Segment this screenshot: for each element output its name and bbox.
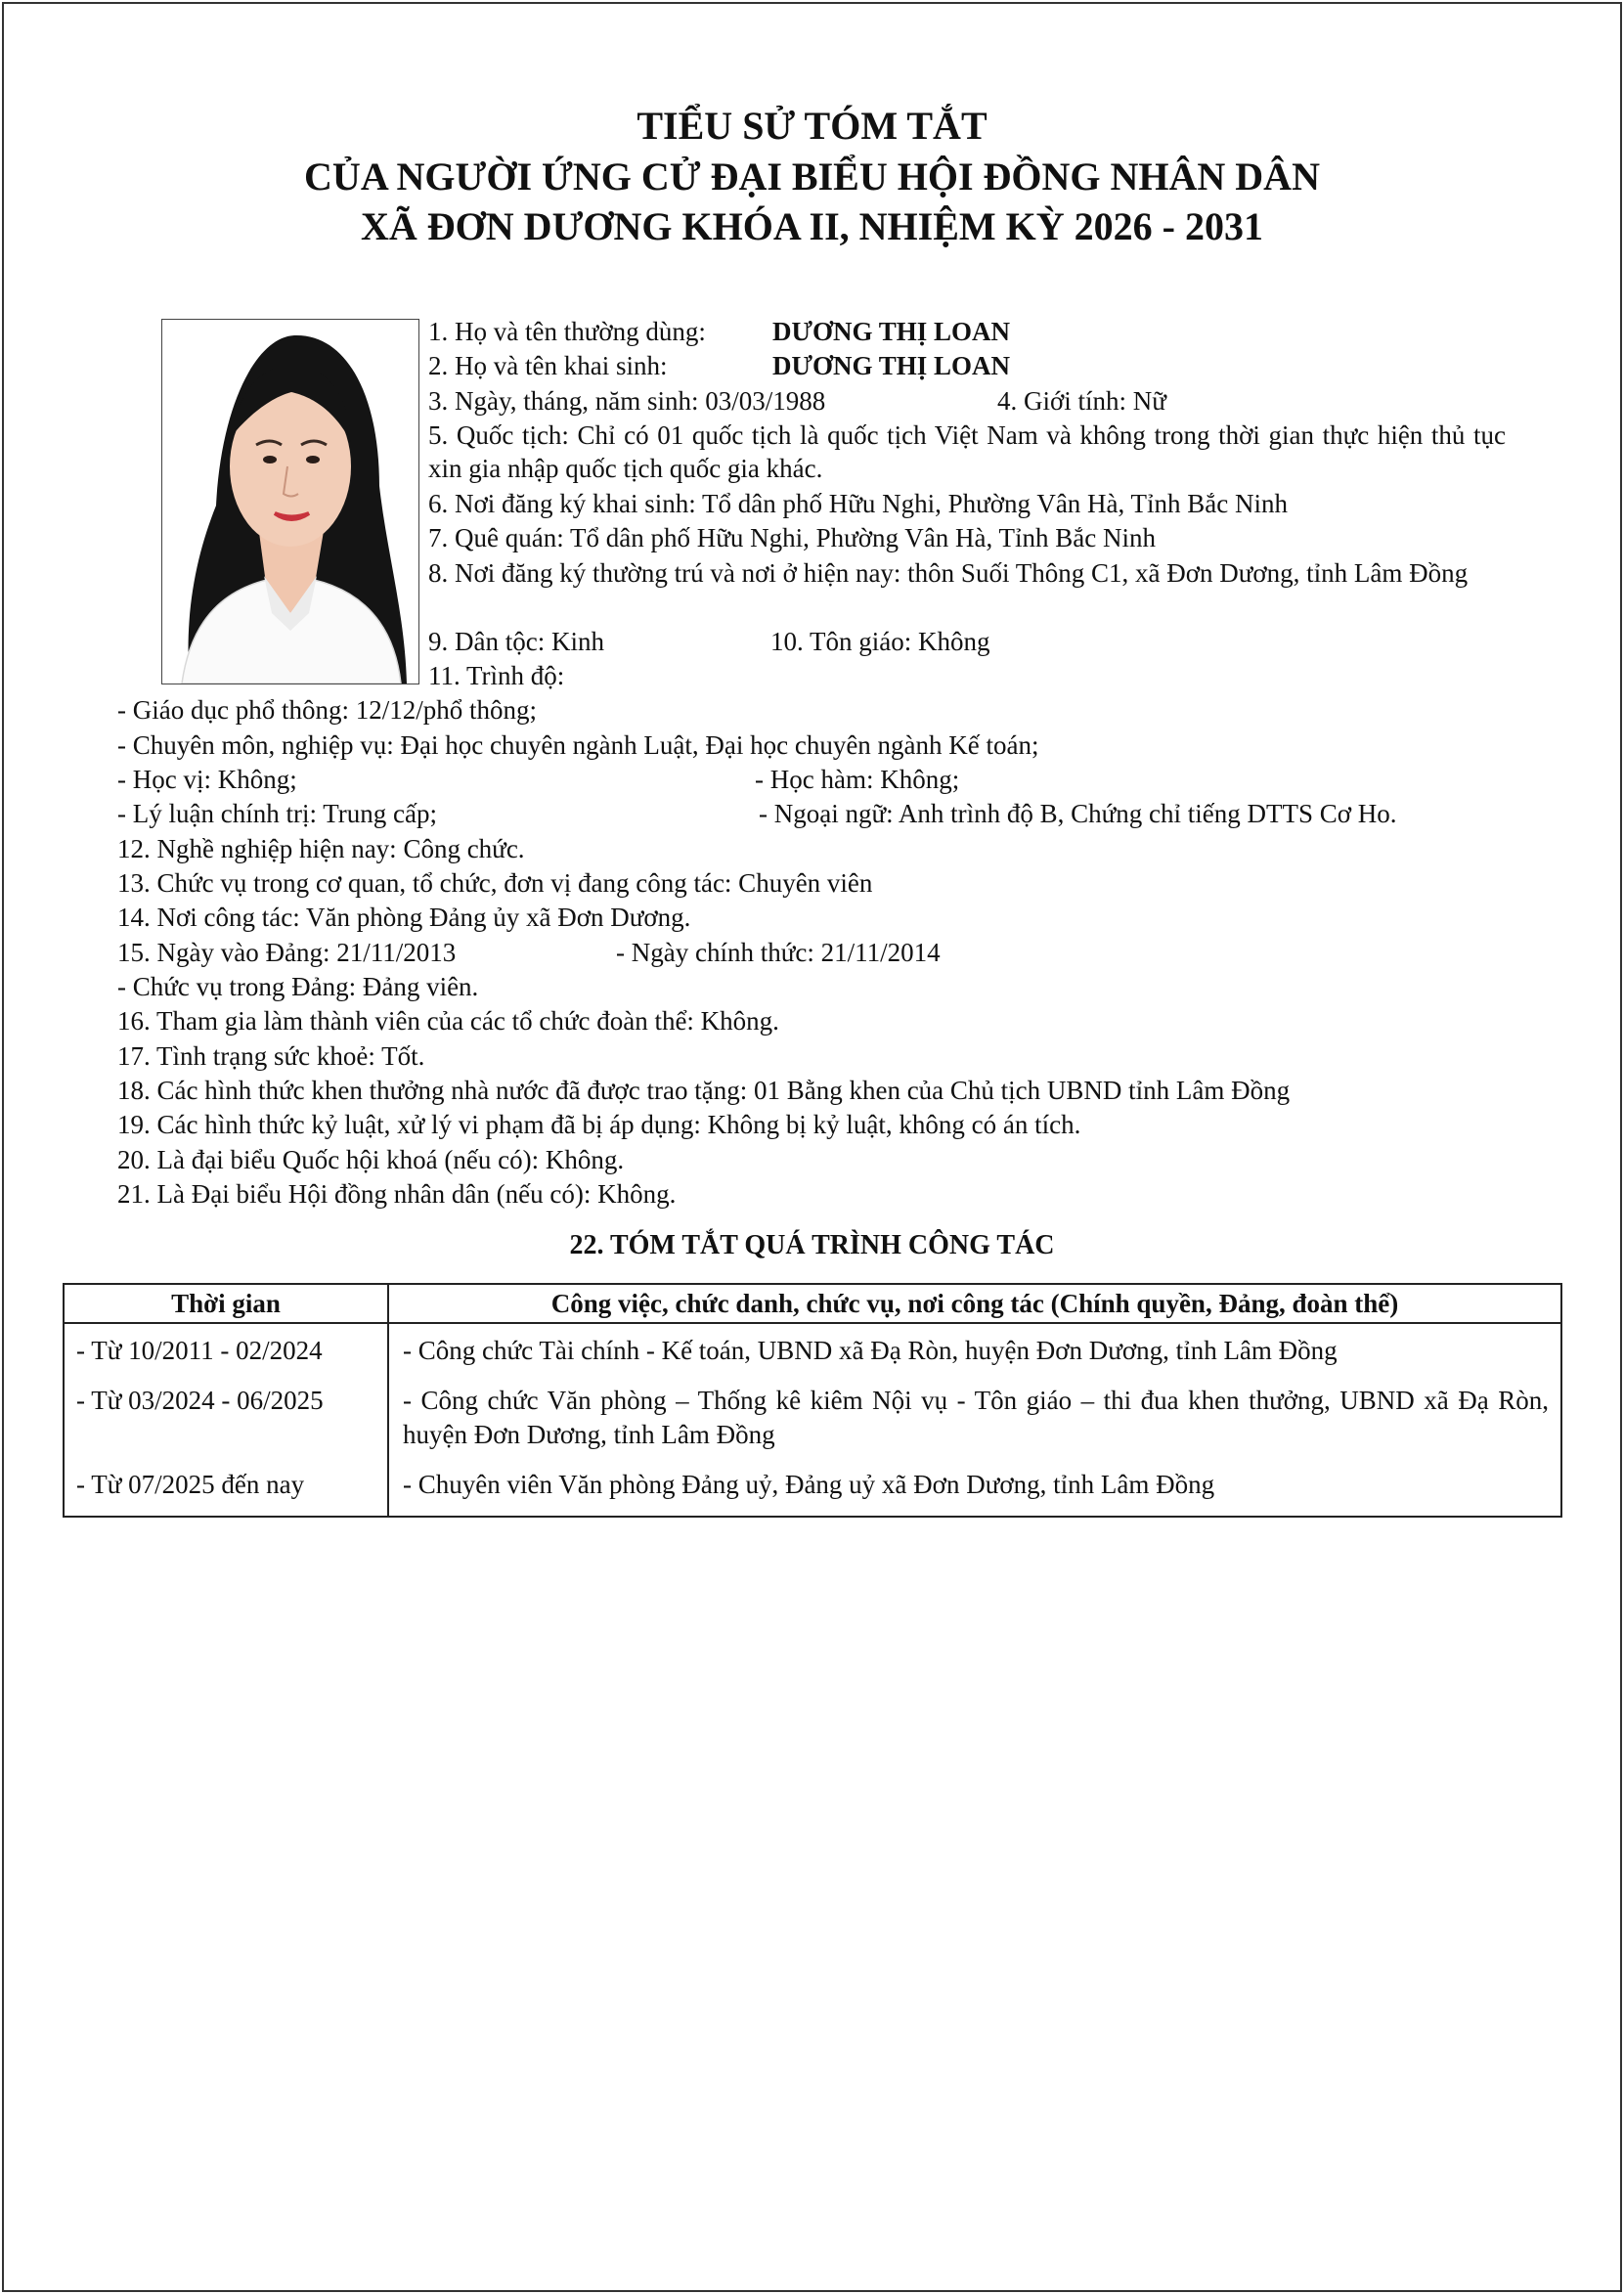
- doc-title: TIỂU SỬ TÓM TẮT: [636, 104, 988, 148]
- table-header-row: [64, 1284, 1561, 1323]
- field-party-role: - Chức vụ trong Đảng: Đảng viên.: [117, 972, 479, 1001]
- field-birth-date: 3. Ngày, tháng, năm sinh: 03/03/1988: [428, 386, 826, 416]
- cell-description: - Công chức Tài chính - Kế toán, UBND xã Đạ Ròn, huyện Đơn Dương, tỉnh Lâm Đồng: [388, 1323, 1561, 1374]
- field-ethnicity: 9. Dân tộc: Kinh: [428, 627, 604, 656]
- field-common-name-label: 1. Họ và tên thường dùng:: [428, 317, 706, 346]
- cell-time: - Từ 07/2025 đến nay: [64, 1458, 388, 1517]
- doc-title-line2: CỦA NGƯỜI ỨNG CỬ ĐẠI BIỂU HỘI ĐỒNG NHÂN DÂN: [304, 154, 1320, 199]
- field-qualification: 11. Trình độ:: [428, 661, 565, 690]
- field-party-join-date: 15. Ngày vào Đảng: 21/11/2013: [117, 938, 457, 967]
- field-birth-name-value: DƯƠNG THỊ LOAN: [772, 351, 1011, 380]
- field-position: 13. Chức vụ trong cơ quan, tổ chức, đơn vị đang công tác: Chuyên viên: [117, 868, 873, 898]
- cell-description: - Chuyên viên Văn phòng Đảng uỷ, Đảng uỷ xã Đơn Dương, tỉnh Lâm Đồng: [388, 1458, 1561, 1517]
- column-header-description: Công việc, chức danh, chức vụ, nơi công tác (Chính quyền, Đảng, đoàn thể): [388, 1284, 1561, 1323]
- cell-time: - Từ 03/2024 - 06/2025: [64, 1374, 388, 1458]
- field-common-name-value: DƯƠNG THỊ LOAN: [772, 317, 1011, 346]
- table-row: [64, 1458, 1561, 1517]
- field-workplace: 14. Nơi công tác: Văn phòng Đảng ủy xã Đơn Dương.: [117, 903, 691, 932]
- field-party-official-date: - Ngày chính thức: 21/11/2014: [616, 938, 941, 967]
- field-peoples-council: 21. Là Đại biểu Hội đồng nhân dân (nếu có): Không.: [117, 1179, 677, 1209]
- field-general-education: - Giáo dục phổ thông: 12/12/phổ thông;: [117, 695, 537, 725]
- field-health: 17. Tình trạng sức khoẻ: Tốt.: [117, 1041, 425, 1071]
- field-gender: 4. Giới tính: Nữ: [997, 386, 1166, 416]
- work-history-heading: 22. TÓM TẮT QUÁ TRÌNH CÔNG TÁC: [569, 1230, 1055, 1260]
- cell-time: - Từ 10/2011 - 02/2024: [64, 1323, 388, 1374]
- table-row: [64, 1323, 1561, 1374]
- field-political-theory: - Lý luận chính trị: Trung cấp;: [117, 799, 437, 828]
- work-history-table: [63, 1283, 1562, 1518]
- field-hometown: 7. Quê quán: Tổ dân phố Hữu Nghi, Phường Vân Hà, Tỉnh Bắc Ninh: [428, 523, 1156, 552]
- field-birth-registration: 6. Nơi đăng ký khai sinh: Tổ dân phố Hữu Nghi, Phường Vân Hà, Tỉnh Bắc Ninh: [428, 489, 1289, 518]
- cell-description: - Công chức Văn phòng – Thống kê kiêm Nội vụ - Tôn giáo – thi đua khen thưởng, UBND xã Đạ Ròn, huyện Đơn Dương, tỉnh Lâm Đồng: [388, 1374, 1561, 1458]
- field-occupation: 12. Nghề nghiệp hiện nay: Công chức.: [117, 834, 525, 863]
- field-birth-name-label: 2. Họ và tên khai sinh:: [428, 351, 668, 380]
- field-degree: - Học vị: Không;: [117, 765, 297, 794]
- field-nationality: 5. Quốc tịch: Chỉ có 01 quốc tịch là quốc tịch Việt Nam và không trong thời gian thực hiện thủ tục xin gia nhập quốc tịch quốc gia khác.: [428, 420, 1506, 483]
- field-awards: 18. Các hình thức khen thưởng nhà nước đã được trao tặng: 01 Bằng khen của Chủ tịch UBND tỉnh Lâm Đồng: [117, 1076, 1291, 1105]
- field-academic-title: - Học hàm: Không;: [755, 765, 960, 794]
- table-row: [64, 1374, 1561, 1458]
- field-organizations: 16. Tham gia làm thành viên của các tổ chức đoàn thể: Không.: [117, 1006, 779, 1036]
- column-header-time: Thời gian: [64, 1284, 388, 1323]
- field-national-assembly: 20. Là đại biểu Quốc hội khoá (nếu có): Không.: [117, 1145, 625, 1174]
- candidate-portrait: [161, 319, 419, 684]
- field-discipline: 19. Các hình thức kỷ luật, xử lý vi phạm đã bị áp dụng: Không bị kỷ luật, không có án tích.: [117, 1110, 1081, 1139]
- field-professional: - Chuyên môn, nghiệp vụ: Đại học chuyên ngành Luật, Đại học chuyên ngành Kế toán;: [117, 730, 1039, 760]
- field-residence: 8. Nơi đăng ký thường trú và nơi ở hiện nay: thôn Suối Thông C1, xã Đơn Dương, tỉnh Lâm Đồng: [428, 558, 1469, 588]
- doc-title-line3: XÃ ĐƠN DƯƠNG KHÓA II, NHIỆM KỲ 2026 - 2031: [361, 204, 1263, 248]
- field-religion: 10. Tôn giáo: Không: [770, 627, 990, 656]
- field-foreign-language: - Ngoại ngữ: Anh trình độ B, Chứng chỉ tiếng DTTS Cơ Ho.: [759, 799, 1397, 828]
